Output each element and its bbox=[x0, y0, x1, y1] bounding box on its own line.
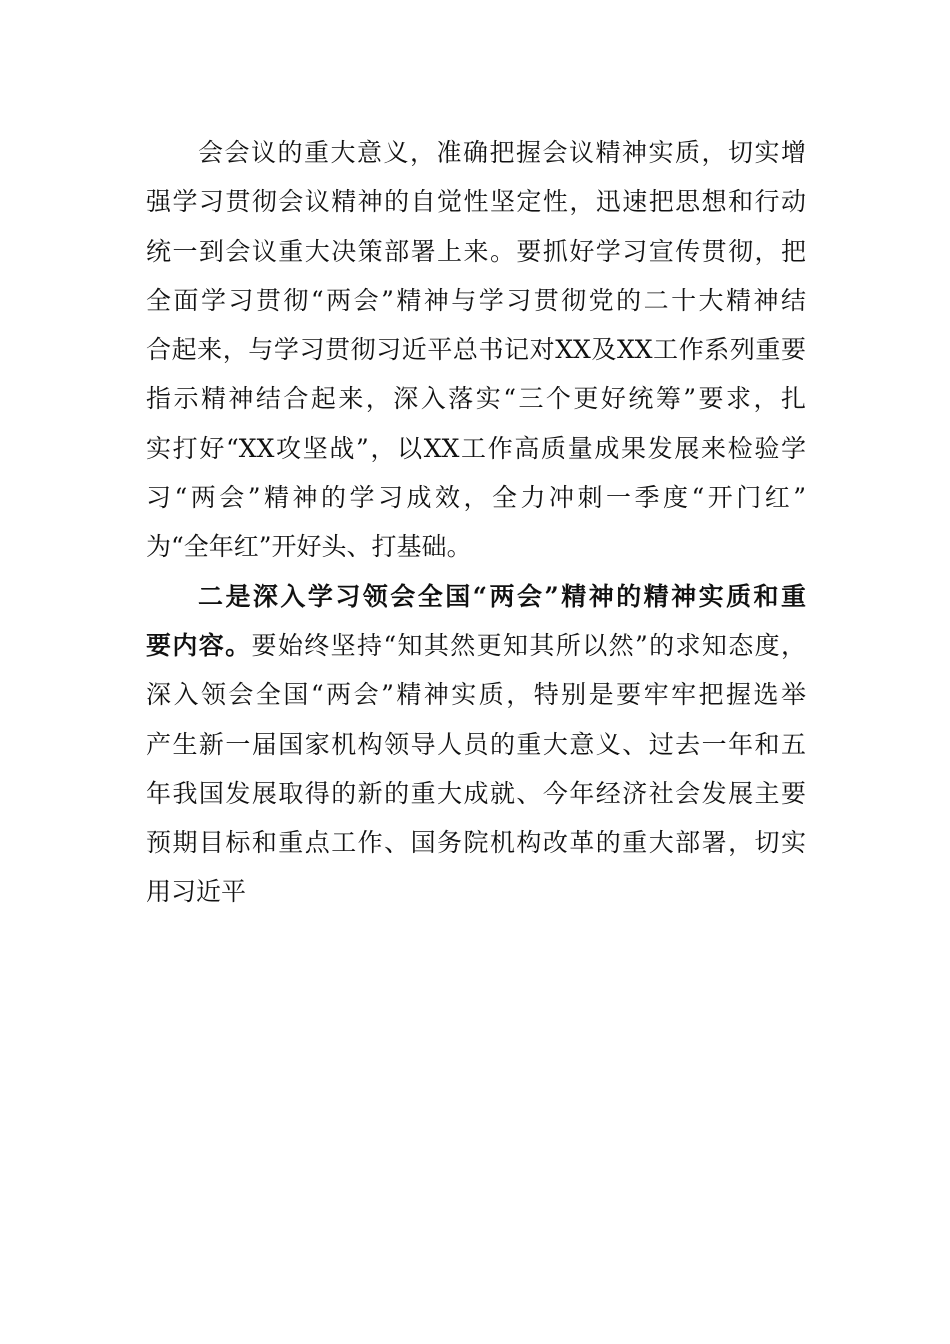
text-line: 强学习贯彻会议精神的自觉性坚定性，迅速把思想和行动 bbox=[146, 187, 806, 217]
paragraph-1 bbox=[146, 128, 806, 572]
paragraph-heading-end: 要内容。 bbox=[146, 630, 252, 660]
text-line: 全面学习贯彻“两会”精神与学习贯彻党的二十大精神结 bbox=[146, 285, 806, 315]
text-span: 要始终坚持“知其然更知其所以然”的求知态度， bbox=[251, 630, 806, 660]
text-line: 用习近平 bbox=[146, 877, 247, 907]
text-line: 产生新一届国家机构领导人员的重大意义、过去一年和五 bbox=[146, 729, 806, 759]
text-line: 指示精神结合起来，深入落实“三个更好统筹”要求，扎 bbox=[146, 384, 806, 414]
text-line: 统一到会议重大决策部署上来。要抓好学习宣传贯彻，把 bbox=[146, 236, 806, 266]
text-line: 深入领会全国“两会”精神实质，特别是要牢牢把握选举 bbox=[146, 680, 806, 710]
text-line: 习“两会”精神的学习成效，全力冲刺一季度“开门红” bbox=[146, 483, 806, 513]
text-line: 会会议的重大意义，准确把握会议精神实质，切实增 bbox=[198, 138, 806, 167]
text-line: 年我国发展取得的新的重大成就、今年经济社会发展主要 bbox=[146, 778, 806, 808]
text-line: 为“全年红”开好头、打基础。 bbox=[146, 532, 472, 562]
document-body bbox=[146, 128, 806, 917]
paragraph-2 bbox=[146, 572, 806, 917]
text-line bbox=[146, 621, 806, 670]
text-line: 预期目标和重点工作、国务院机构改革的重大部署，切实 bbox=[146, 828, 806, 858]
paragraph-heading: 二是深入学习领会全国“两会”精神的精神实质和重 bbox=[198, 581, 806, 611]
text-line: 实打好“XX攻坚战”，以XX工作高质量成果发展来检验学 bbox=[146, 433, 806, 463]
text-line: 合起来，与学习贯彻习近平总书记对XX及XX工作系列重要 bbox=[146, 335, 806, 365]
